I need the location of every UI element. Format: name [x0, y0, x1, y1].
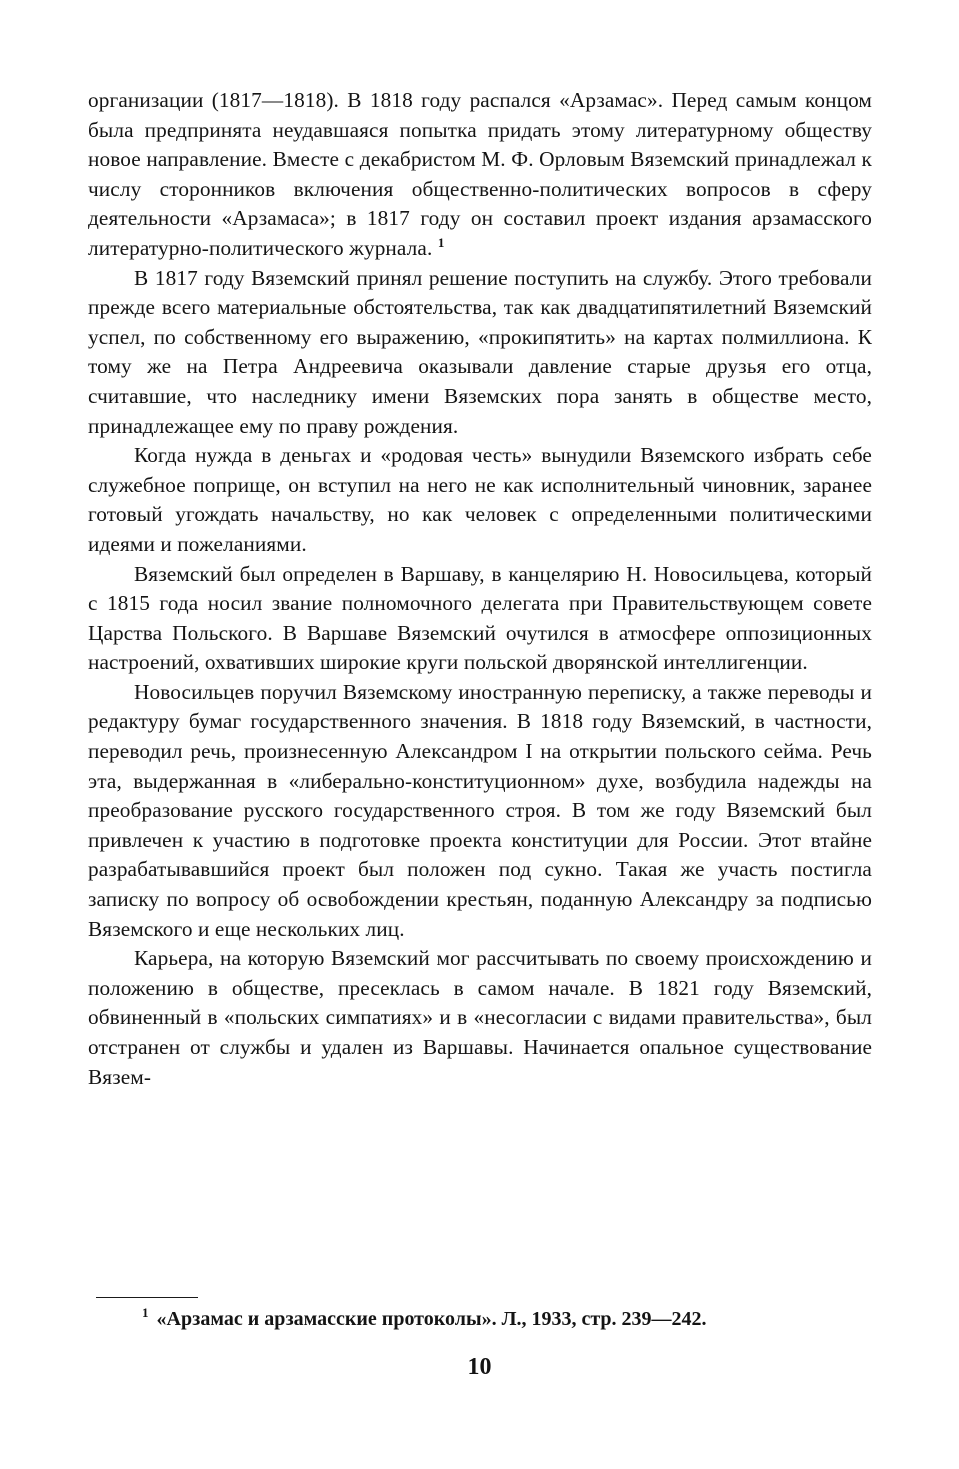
footnote [142, 1306, 882, 1332]
page-number: 10 [467, 1354, 492, 1380]
footnote-reference[interactable]: 1 [437, 234, 445, 250]
paragraph-2: В 1817 году Вяземский принял решение поступить на службу. Этого требовали прежде всего материальные обстоятельства, так как двадцатипятилетний Вяземский успел, по собственному его выражению, «прокипятить» на картах полмиллиона. К тому же на Петра Андреевича оказывали давление старые друзья его отца, считавшие, что наследнику имени Вяземских пора занять в обществе место, принадлежащее ему по праву рождения. [88, 265, 872, 438]
footnote-number: 1 [142, 1305, 149, 1321]
paragraph-1 [88, 86, 872, 264]
paragraph-6: Карьера, на которую Вяземский мог рассчитывать по своему происхождению и положению в обществе, пресеклась в самом начале. В 1821 году Вяземский, обвиненный в «польских симпатиях» и в «несогласии с видами правительства», был отстранен от службы и удален из Варшавы. Начинается опальное существование Вязем- [88, 946, 872, 1089]
paragraph-1-text: организации (1817—1818). В 1818 году распался «Арзамас». Перед самым концом была предпринята неудавшаяся попытка придать этому литературному обществу новое направление. Вместе с декабристом М. Ф. Орловым Вяземский принадлежал к числу сторонников включения общественно-политических вопросов в сферу деятельности «Арзамаса»; в 1817 году он составил проект издания арзамасского литературно-политического журнала. [88, 88, 872, 260]
paragraph-3: Когда нужда в деньгах и «родовая честь» вынудили Вяземского избрать себе служебное поприще, он вступил на него не как исполнительный чиновник, заранее готовый угождать начальству, но как человек с определенными политическими идеями и пожеланиями. [88, 443, 872, 556]
footnote-text: «Арзамас и арзамасские протоколы». Л., 1933, стр. 239—242. [156, 1308, 707, 1330]
paragraph-5: Новосильцев поручил Вяземскому иностранную переписку, а также переводы и редактуру бумаг государственного значения. В 1818 году Вяземский, в частности, переводил речь, произнесенную Александром I на открытии польского сейма. Речь эта, выдержанная в «либерально-конституционном» духе, возбудила надежды на преобразование русского государственного строя. В том же году Вяземский был привлечен к участию в подготовке проекта конституции для России. Этот втайне разрабатывавшийся проект был положен под сукно. Такая же участь постигла записку по вопросу об освобождении крестьян, поданную Александру за подписью Вяземского и еще нескольких лиц. [88, 679, 872, 941]
paragraph-4: Вяземский был определен в Варшаву, в канцелярию Н. Новосильцева, который с 1815 года носил звание полномочного делегата при Правительствующем совете Царства Польского. В Варшаве Вяземский очутился в атмосфере оппозиционных настроений, охвативших широкие круги польской дворянской интеллигенции. [88, 561, 872, 675]
footnote-divider [96, 1297, 198, 1298]
page-body [88, 86, 872, 1092]
